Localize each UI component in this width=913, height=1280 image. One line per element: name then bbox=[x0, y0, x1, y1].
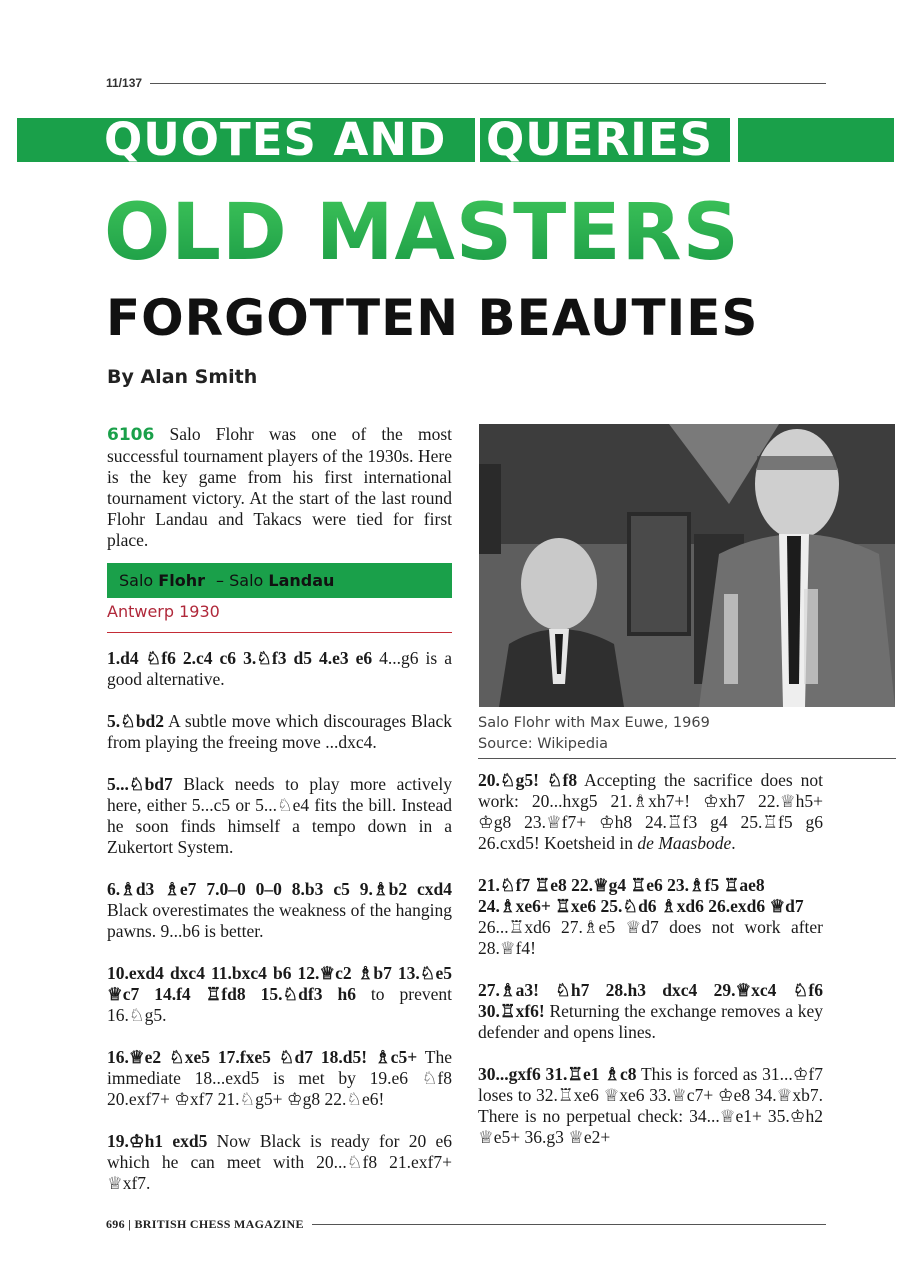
magazine-name: BRITISH CHESS MAGAZINE bbox=[134, 1216, 304, 1231]
game-header bbox=[107, 563, 452, 598]
header-rule bbox=[150, 83, 826, 84]
section-banner-right bbox=[738, 118, 894, 162]
article-title: OLD MASTERS bbox=[104, 188, 740, 278]
right-moves bbox=[478, 770, 823, 1148]
move-paragraph: 21.♘f7 ♖e8 22.♕g4 ♖e6 23.♗f5 ♖ae8 24.♗xe6+ ♖xe6 25.♘d6 ♗xd6 26.exd6 ♕d7 bbox=[478, 875, 804, 916]
page-indicator: 11/137 bbox=[106, 76, 143, 90]
move-paragraph: 5.♘bd2 A subtle move which discourages Black from playing the freeing move ...dxc4. bbox=[107, 711, 452, 752]
photo-flohr-euwe bbox=[479, 424, 895, 707]
game-venue: Antwerp 1930 bbox=[107, 602, 220, 621]
puzzle-number: 6106 bbox=[107, 425, 155, 445]
section-banner-part1: QUOTES AND bbox=[104, 113, 447, 166]
move-paragraph: 30...gxf6 31.♖e1 ♗c8 This is forced as 31...♔f7 loses to 32.♖xe6 ♕xe6 33.♕c7+ ♔e8 34.♕xb7. There is no perpetual check: 34...♕e1+ 35.♔h2 ♕e5+ 36.g3 ♕e2+ bbox=[478, 1064, 823, 1147]
caption-line1: Salo Flohr with Max Euwe, 1969 bbox=[478, 715, 710, 731]
section-banner-part2: QUERIES bbox=[486, 113, 714, 166]
intro-text: Salo Flohr was one of the most successful tournament players of the 1930s. Here is the key game from his first international tournament victory. At the start of the last round Flohr Landau and Takacs were tied for first place. bbox=[107, 424, 452, 550]
footer-text: 696 | BRITISH CHESS MAGAZINE bbox=[106, 1216, 304, 1231]
intro-block bbox=[107, 424, 452, 551]
intro-paragraph bbox=[107, 424, 452, 551]
photo-illustration bbox=[479, 424, 895, 707]
page-header bbox=[106, 73, 826, 93]
left-moves bbox=[107, 648, 452, 1194]
white-player: Flohr bbox=[158, 571, 205, 590]
move-paragraph: 10.exd4 dxc4 11.bxc4 b6 12.♕c2 ♗b7 13.♘e5 ♕c7 14.f4 ♖fd8 15.♘df3 h6 to prevent 16.♘g5. bbox=[107, 963, 453, 1025]
page-footer bbox=[106, 1215, 826, 1233]
game-venue-row bbox=[107, 602, 452, 633]
footer-rule bbox=[312, 1224, 826, 1225]
move-paragraph: 20.♘g5! ♘f8 Accepting the sacrifice does not work: 20...hxg5 21.♗xh7+! ♔xh7 22.♕h5+ ♔g8 23.♕f7+ ♔h8 24.♖f3 g4 25.♖f5 g6 26.cxd5! Koetsheid in de Maasbode. bbox=[478, 770, 823, 853]
page-number: 696 bbox=[106, 1216, 125, 1231]
photo-caption bbox=[478, 713, 896, 759]
move-paragraph: 5...♘bd7 Black needs to play more actively here, either 5...c5 or 5...♘e4 fits the bill. Instead he soon finds himself a tempo down in a Zukertort System. bbox=[107, 774, 452, 857]
game-players: Salo Flohr – Salo Landau bbox=[119, 571, 335, 590]
move-paragraph: 19.♔h1 exd5 Now Black is ready for 20 e6 which he can meet with 20...♘f8 21.exf7+ ♕xf7. bbox=[107, 1131, 453, 1193]
move-paragraph: 26...♖xd6 27.♗e5 ♕d7 does not work after 28.♕f4! bbox=[478, 917, 823, 958]
caption-source: Source: Wikipedia bbox=[478, 736, 609, 752]
move-paragraph: 27.♗a3! ♘h7 28.h3 dxc4 29.♕xc4 ♘f6 30.♖xf6! Returning the exchange removes a key defender and opens lines. bbox=[478, 980, 823, 1042]
byline: By Alan Smith bbox=[107, 366, 258, 388]
article-subtitle: FORGOTTEN BEAUTIES bbox=[106, 289, 759, 347]
black-player: Landau bbox=[268, 571, 335, 590]
move-paragraph: 16.♕e2 ♘xe5 17.fxe5 ♘d7 18.d5! ♗c5+ The immediate 18...exd5 is met by 19.e6 ♘f8 20.exf7+ ♔xf7 21.♘g5+ ♔g8 22.♘e6! bbox=[107, 1047, 452, 1109]
move-paragraph: 1.d4 ♘f6 2.c4 c6 3.♘f3 d5 4.e3 e6 4...g6 is a good alternative. bbox=[107, 648, 452, 689]
move-paragraph: 6.♗d3 ♗e7 7.0–0 0–0 8.b3 c5 9.♗b2 cxd4 Black overestimates the weakness of the hanging pawns. 9...b6 is better. bbox=[107, 879, 452, 941]
